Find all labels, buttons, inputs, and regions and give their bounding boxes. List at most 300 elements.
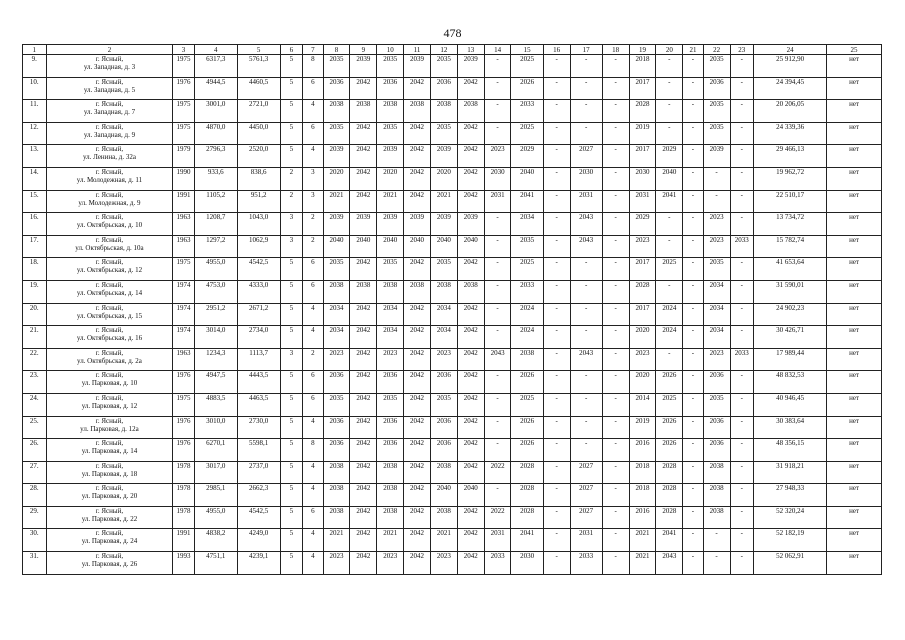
- work-year-cell: 2042: [350, 167, 377, 190]
- work-year-cell: 2038: [430, 280, 457, 303]
- year-built-cell: 1990: [173, 167, 194, 190]
- entrances-cell: 3: [303, 190, 323, 213]
- work-year-cell: 2033: [511, 280, 543, 303]
- column-header: 23: [730, 45, 754, 55]
- flag-cell: нет: [827, 235, 882, 258]
- flag-cell: нет: [827, 190, 882, 213]
- address-street: ул. Октябрьская, д. 14: [76, 288, 143, 297]
- table-row: [23, 77, 882, 100]
- work-year-cell: -: [484, 77, 511, 100]
- work-year-cell: 2023: [629, 235, 656, 258]
- address-city: г. Ясный,: [95, 122, 124, 131]
- work-year-cell: 2021: [430, 529, 457, 552]
- flag-cell: нет: [827, 303, 882, 326]
- work-year-cell: -: [730, 122, 754, 145]
- row-number-cell: 27.: [23, 461, 47, 484]
- work-year-cell: -: [602, 122, 629, 145]
- work-year-cell: 2043: [656, 552, 683, 575]
- work-year-cell: 2040: [404, 235, 431, 258]
- work-year-cell: -: [570, 439, 602, 462]
- work-year-cell: -: [602, 348, 629, 371]
- work-year-cell: -: [730, 145, 754, 168]
- work-year-cell: 2029: [511, 145, 543, 168]
- address-cell: [46, 100, 173, 123]
- work-year-cell: -: [602, 280, 629, 303]
- work-year-cell: 2026: [511, 371, 543, 394]
- work-year-cell: 2035: [377, 122, 404, 145]
- work-year-cell: 2034: [703, 280, 730, 303]
- total-area-cell: 3017,0: [194, 461, 237, 484]
- flag-cell: нет: [827, 145, 882, 168]
- work-year-cell: -: [683, 348, 703, 371]
- work-year-cell: 2042: [404, 167, 431, 190]
- living-area-cell: 4450,0: [237, 122, 280, 145]
- table-row: [23, 190, 882, 213]
- work-year-cell: -: [730, 77, 754, 100]
- address-city: г. Ясный,: [95, 506, 124, 515]
- work-year-cell: 2020: [430, 167, 457, 190]
- work-year-cell: -: [484, 326, 511, 349]
- work-year-cell: 2038: [430, 100, 457, 123]
- work-year-cell: -: [602, 235, 629, 258]
- work-year-cell: 2038: [323, 461, 350, 484]
- floors-cell: 5: [280, 326, 303, 349]
- housing-register-table: [22, 44, 882, 575]
- work-year-cell: 2042: [457, 393, 484, 416]
- work-year-cell: 2028: [656, 484, 683, 507]
- work-year-cell: 2024: [511, 303, 543, 326]
- work-year-cell: 2021: [323, 190, 350, 213]
- address-cell: [46, 122, 173, 145]
- work-year-cell: 2042: [404, 258, 431, 281]
- floors-cell: 5: [280, 371, 303, 394]
- work-year-cell: 2014: [629, 393, 656, 416]
- work-year-cell: -: [730, 461, 754, 484]
- entrances-cell: 6: [303, 371, 323, 394]
- address-street: ул. Молодежная, д. 11: [76, 175, 143, 184]
- column-header: 5: [237, 45, 280, 55]
- address-city: г. Ясный,: [95, 326, 124, 335]
- work-year-cell: 2031: [570, 529, 602, 552]
- work-year-cell: -: [602, 55, 629, 78]
- work-year-cell: 2040: [350, 235, 377, 258]
- table-row: [23, 167, 882, 190]
- work-year-cell: 2042: [457, 552, 484, 575]
- flag-cell: нет: [827, 416, 882, 439]
- row-number-cell: 22.: [23, 348, 47, 371]
- flag-cell: нет: [827, 529, 882, 552]
- entrances-cell: 2: [303, 348, 323, 371]
- work-year-cell: 2035: [430, 258, 457, 281]
- work-year-cell: 2038: [430, 506, 457, 529]
- work-year-cell: 2040: [457, 235, 484, 258]
- address-cell: [46, 484, 173, 507]
- column-header: 24: [754, 45, 827, 55]
- work-year-cell: -: [543, 416, 570, 439]
- table-row: [23, 235, 882, 258]
- work-year-cell: 2023: [703, 235, 730, 258]
- table-row: [23, 258, 882, 281]
- work-year-cell: -: [543, 213, 570, 236]
- year-built-cell: 1975: [173, 100, 194, 123]
- work-year-cell: -: [543, 77, 570, 100]
- table-row: [23, 371, 882, 394]
- year-built-cell: 1978: [173, 506, 194, 529]
- work-year-cell: -: [484, 100, 511, 123]
- work-year-cell: 2028: [511, 461, 543, 484]
- address-cell: [46, 552, 173, 575]
- work-year-cell: 2029: [629, 213, 656, 236]
- work-year-cell: 2019: [629, 122, 656, 145]
- living-area-cell: 4333,0: [237, 280, 280, 303]
- living-area-cell: 4542,5: [237, 258, 280, 281]
- work-year-cell: 2023: [323, 552, 350, 575]
- row-number-cell: 19.: [23, 280, 47, 303]
- address-street: ул. Октябрьская, д. 16: [76, 334, 143, 343]
- work-year-cell: -: [484, 303, 511, 326]
- address-city: г. Ясный,: [95, 552, 124, 561]
- work-year-cell: 2040: [656, 167, 683, 190]
- work-year-cell: 2039: [350, 55, 377, 78]
- work-year-cell: 2042: [457, 371, 484, 394]
- address-street: ул. Парковая, д. 26: [81, 560, 138, 569]
- work-year-cell: 2025: [511, 258, 543, 281]
- work-year-cell: 2034: [323, 303, 350, 326]
- address-city: г. Ясный,: [95, 145, 124, 154]
- table-row: [23, 484, 882, 507]
- row-number-cell: 23.: [23, 371, 47, 394]
- column-header: 25: [827, 45, 882, 55]
- address-cell: [46, 258, 173, 281]
- work-year-cell: 2025: [511, 122, 543, 145]
- work-year-cell: 2042: [350, 348, 377, 371]
- work-year-cell: -: [484, 213, 511, 236]
- entrances-cell: 4: [303, 484, 323, 507]
- work-year-cell: 2035: [703, 258, 730, 281]
- floors-cell: 5: [280, 439, 303, 462]
- work-year-cell: -: [484, 393, 511, 416]
- work-year-cell: 2035: [430, 122, 457, 145]
- address-cell: [46, 303, 173, 326]
- work-year-cell: 2036: [703, 439, 730, 462]
- work-year-cell: -: [570, 303, 602, 326]
- floors-cell: 2: [280, 190, 303, 213]
- work-year-cell: -: [543, 122, 570, 145]
- work-year-cell: -: [703, 552, 730, 575]
- work-year-cell: -: [602, 167, 629, 190]
- work-year-cell: 2042: [404, 416, 431, 439]
- work-year-cell: -: [484, 371, 511, 394]
- work-year-cell: 2039: [404, 213, 431, 236]
- column-header: 15: [511, 45, 543, 55]
- work-year-cell: -: [543, 100, 570, 123]
- work-year-cell: -: [602, 77, 629, 100]
- work-year-cell: 2023: [629, 348, 656, 371]
- work-year-cell: 2035: [323, 55, 350, 78]
- work-year-cell: 2042: [457, 439, 484, 462]
- work-year-cell: 2017: [629, 145, 656, 168]
- floors-cell: 5: [280, 122, 303, 145]
- total-area-cell: 4751,1: [194, 552, 237, 575]
- floors-cell: 3: [280, 235, 303, 258]
- column-number-row: [23, 45, 882, 55]
- work-year-cell: 2016: [629, 506, 656, 529]
- work-year-cell: -: [543, 235, 570, 258]
- floors-cell: 5: [280, 484, 303, 507]
- entrances-cell: 4: [303, 326, 323, 349]
- work-year-cell: -: [570, 100, 602, 123]
- work-year-cell: 2024: [656, 326, 683, 349]
- work-year-cell: 2031: [484, 190, 511, 213]
- work-year-cell: 2042: [404, 393, 431, 416]
- work-year-cell: -: [484, 484, 511, 507]
- work-year-cell: -: [683, 506, 703, 529]
- work-year-cell: 2042: [350, 461, 377, 484]
- work-year-cell: 2021: [323, 529, 350, 552]
- floors-cell: 3: [280, 348, 303, 371]
- flag-cell: нет: [827, 258, 882, 281]
- floors-cell: 5: [280, 416, 303, 439]
- flag-cell: нет: [827, 122, 882, 145]
- work-year-cell: 2020: [629, 326, 656, 349]
- total-area-cell: 6317,3: [194, 55, 237, 78]
- work-year-cell: 2034: [377, 303, 404, 326]
- address-street: ул. Западная, д. 9: [83, 130, 136, 139]
- column-header: 20: [656, 45, 683, 55]
- work-year-cell: 2020: [323, 167, 350, 190]
- work-year-cell: -: [602, 484, 629, 507]
- total-area-cell: 933,6: [194, 167, 237, 190]
- work-year-cell: -: [484, 439, 511, 462]
- total-area-cell: 4753,0: [194, 280, 237, 303]
- cost-cell: 20 206,05: [754, 100, 827, 123]
- work-year-cell: -: [543, 484, 570, 507]
- floors-cell: 5: [280, 258, 303, 281]
- work-year-cell: 2033: [511, 100, 543, 123]
- work-year-cell: -: [484, 122, 511, 145]
- work-year-cell: -: [683, 55, 703, 78]
- work-year-cell: 2028: [629, 100, 656, 123]
- work-year-cell: 2042: [404, 122, 431, 145]
- living-area-cell: 4249,0: [237, 529, 280, 552]
- year-built-cell: 1978: [173, 484, 194, 507]
- address-cell: [46, 235, 173, 258]
- address-cell: [46, 190, 173, 213]
- living-area-cell: 4542,5: [237, 506, 280, 529]
- work-year-cell: -: [683, 235, 703, 258]
- work-year-cell: 2042: [404, 348, 431, 371]
- year-built-cell: 1976: [173, 416, 194, 439]
- work-year-cell: 2042: [404, 439, 431, 462]
- total-area-cell: 4944,5: [194, 77, 237, 100]
- cost-cell: 52 182,19: [754, 529, 827, 552]
- column-header: 11: [404, 45, 431, 55]
- work-year-cell: 2040: [430, 484, 457, 507]
- cost-cell: 31 918,21: [754, 461, 827, 484]
- work-year-cell: 2036: [377, 416, 404, 439]
- work-year-cell: -: [570, 393, 602, 416]
- row-number-cell: 13.: [23, 145, 47, 168]
- work-year-cell: 2042: [404, 461, 431, 484]
- cost-cell: 29 466,13: [754, 145, 827, 168]
- flag-cell: нет: [827, 280, 882, 303]
- work-year-cell: 2042: [457, 145, 484, 168]
- entrances-cell: 8: [303, 55, 323, 78]
- work-year-cell: 2025: [656, 393, 683, 416]
- work-year-cell: -: [570, 55, 602, 78]
- work-year-cell: 2038: [323, 100, 350, 123]
- row-number-cell: 11.: [23, 100, 47, 123]
- address-street: ул. Парковая, д. 20: [81, 492, 138, 501]
- work-year-cell: 2024: [656, 303, 683, 326]
- work-year-cell: 2035: [511, 235, 543, 258]
- work-year-cell: 2042: [350, 371, 377, 394]
- flag-cell: нет: [827, 393, 882, 416]
- flag-cell: нет: [827, 213, 882, 236]
- work-year-cell: 2042: [404, 506, 431, 529]
- entrances-cell: 3: [303, 167, 323, 190]
- column-header: 12: [430, 45, 457, 55]
- column-header: 3: [173, 45, 194, 55]
- work-year-cell: 2018: [629, 461, 656, 484]
- table-row: [23, 55, 882, 78]
- work-year-cell: 2038: [323, 280, 350, 303]
- table-row: [23, 461, 882, 484]
- work-year-cell: -: [656, 235, 683, 258]
- work-year-cell: 2021: [430, 190, 457, 213]
- work-year-cell: 2036: [323, 439, 350, 462]
- cost-cell: 30 426,71: [754, 326, 827, 349]
- floors-cell: 5: [280, 145, 303, 168]
- work-year-cell: 2033: [730, 235, 754, 258]
- work-year-cell: 2042: [457, 167, 484, 190]
- work-year-cell: -: [543, 190, 570, 213]
- work-year-cell: 2042: [350, 326, 377, 349]
- address-street: ул. Ленина, д. 32а: [82, 153, 136, 162]
- cost-cell: 25 912,90: [754, 55, 827, 78]
- work-year-cell: 2036: [377, 371, 404, 394]
- living-area-cell: 1113,7: [237, 348, 280, 371]
- year-built-cell: 1975: [173, 122, 194, 145]
- year-built-cell: 1993: [173, 552, 194, 575]
- work-year-cell: 2023: [377, 348, 404, 371]
- work-year-cell: 2042: [350, 77, 377, 100]
- flag-cell: нет: [827, 348, 882, 371]
- work-year-cell: -: [543, 529, 570, 552]
- entrances-cell: 4: [303, 529, 323, 552]
- work-year-cell: 2040: [377, 235, 404, 258]
- work-year-cell: 2042: [457, 190, 484, 213]
- work-year-cell: -: [730, 303, 754, 326]
- work-year-cell: 2042: [350, 439, 377, 462]
- column-header: 1: [23, 45, 47, 55]
- table-row: [23, 393, 882, 416]
- work-year-cell: 2017: [629, 77, 656, 100]
- work-year-cell: -: [683, 416, 703, 439]
- work-year-cell: 2042: [457, 461, 484, 484]
- work-year-cell: 2042: [457, 326, 484, 349]
- work-year-cell: 2038: [703, 461, 730, 484]
- work-year-cell: 2035: [377, 258, 404, 281]
- column-header: 6: [280, 45, 303, 55]
- living-area-cell: 2520,0: [237, 145, 280, 168]
- address-street: ул. Парковая, д. 12: [81, 401, 138, 410]
- entrances-cell: 6: [303, 393, 323, 416]
- work-year-cell: 2030: [629, 167, 656, 190]
- table-row: [23, 100, 882, 123]
- work-year-cell: 2023: [430, 552, 457, 575]
- address-street: ул. Западная, д. 5: [83, 85, 136, 94]
- work-year-cell: -: [683, 122, 703, 145]
- work-year-cell: 2038: [377, 484, 404, 507]
- work-year-cell: -: [602, 393, 629, 416]
- work-year-cell: -: [683, 190, 703, 213]
- work-year-cell: 2038: [323, 484, 350, 507]
- address-street: ул. Западная, д. 3: [83, 63, 136, 71]
- work-year-cell: 2028: [511, 484, 543, 507]
- address-street: ул. Парковая, д. 14: [81, 447, 138, 456]
- work-year-cell: 2039: [377, 213, 404, 236]
- work-year-cell: -: [570, 416, 602, 439]
- work-year-cell: 2036: [430, 416, 457, 439]
- row-number-cell: 10.: [23, 77, 47, 100]
- row-number-cell: 15.: [23, 190, 47, 213]
- address-cell: [46, 55, 173, 78]
- entrances-cell: 6: [303, 122, 323, 145]
- column-header: 19: [629, 45, 656, 55]
- work-year-cell: 2035: [377, 393, 404, 416]
- work-year-cell: 2018: [629, 55, 656, 78]
- address-street: ул. Парковая, д. 10: [81, 379, 138, 388]
- work-year-cell: 2036: [703, 77, 730, 100]
- work-year-cell: 2020: [377, 167, 404, 190]
- address-street: ул. Октябрьская, д. 12: [76, 266, 143, 275]
- work-year-cell: 2023: [430, 348, 457, 371]
- work-year-cell: 2035: [703, 100, 730, 123]
- work-year-cell: 2030: [570, 167, 602, 190]
- work-year-cell: 2018: [629, 484, 656, 507]
- total-area-cell: 4838,2: [194, 529, 237, 552]
- floors-cell: 5: [280, 393, 303, 416]
- address-street: ул. Парковая, д. 18: [81, 469, 138, 478]
- floors-cell: 5: [280, 280, 303, 303]
- cost-cell: 15 782,74: [754, 235, 827, 258]
- floors-cell: 5: [280, 100, 303, 123]
- work-year-cell: 2042: [350, 506, 377, 529]
- work-year-cell: -: [543, 167, 570, 190]
- work-year-cell: -: [570, 122, 602, 145]
- work-year-cell: 2041: [656, 190, 683, 213]
- address-cell: [46, 529, 173, 552]
- total-area-cell: 1208,7: [194, 213, 237, 236]
- work-year-cell: 2021: [629, 552, 656, 575]
- work-year-cell: -: [602, 100, 629, 123]
- living-area-cell: 2721,0: [237, 100, 280, 123]
- row-number-cell: 16.: [23, 213, 47, 236]
- work-year-cell: -: [570, 77, 602, 100]
- work-year-cell: 2040: [430, 235, 457, 258]
- work-year-cell: -: [683, 303, 703, 326]
- entrances-cell: 6: [303, 506, 323, 529]
- total-area-cell: 4955,0: [194, 258, 237, 281]
- floors-cell: 3: [280, 213, 303, 236]
- year-built-cell: 1975: [173, 258, 194, 281]
- work-year-cell: -: [656, 213, 683, 236]
- work-year-cell: -: [656, 55, 683, 78]
- row-number-cell: 31.: [23, 552, 47, 575]
- entrances-cell: 4: [303, 552, 323, 575]
- year-built-cell: 1974: [173, 326, 194, 349]
